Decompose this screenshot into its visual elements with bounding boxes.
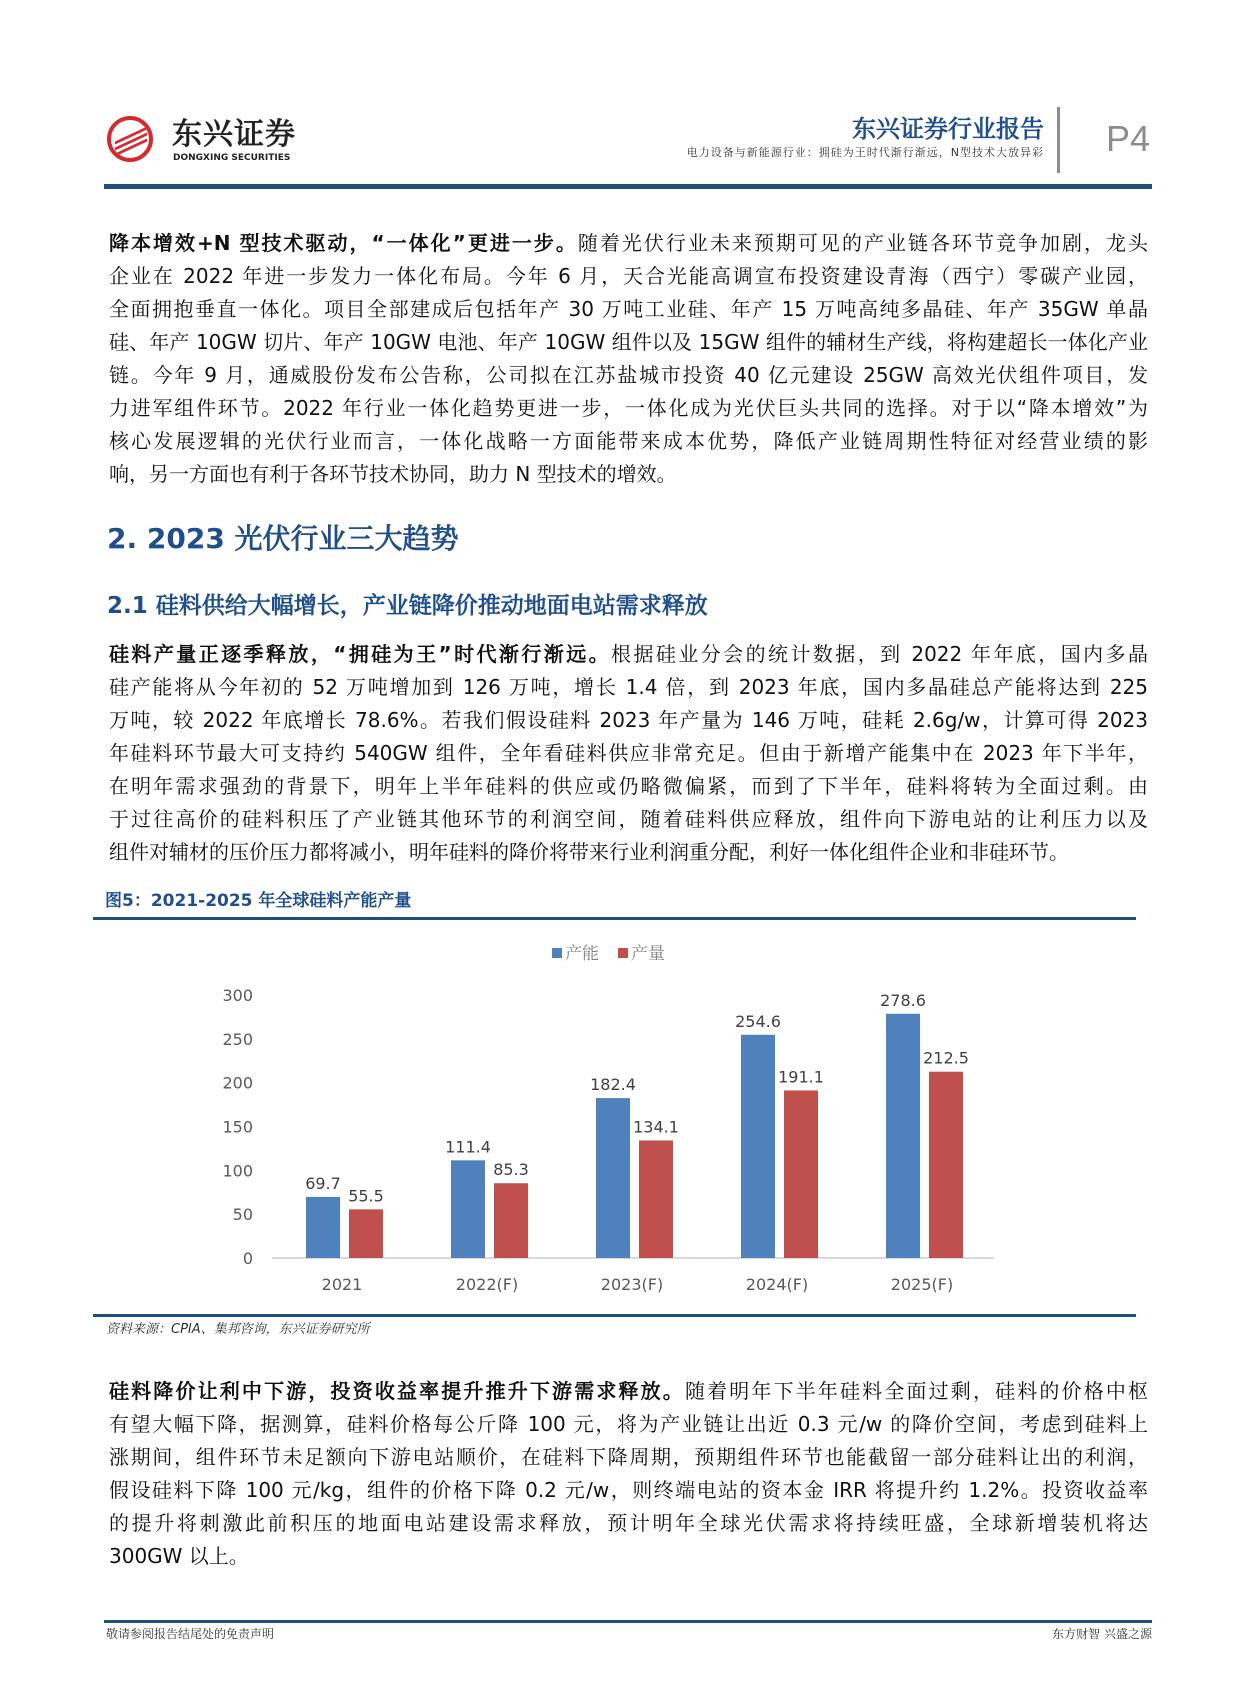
line-text: 的提升将刺激此前积压的地面电站建设需求释放，预计明年全球光伏需求将持续旺盛，全球新增装机将达 (109, 1511, 1148, 1535)
line-text: 硅产能将从今年初的 52 万吨增加到 126 万吨，增长 1.4 倍，到 2023 年底，国内多晶硅总产能将达到 225 (109, 675, 1148, 699)
bar-output (494, 1183, 528, 1258)
text-line (109, 1441, 1148, 1474)
x-tick-label: 2023(F) (600, 1275, 664, 1294)
y-tick-label: 250 (222, 1029, 253, 1049)
bar-capacity (741, 1035, 775, 1258)
report-subtitle: 电力设备与新能源行业：拥硅为王时代渐行渐远，N型技术大放异彩 (686, 146, 1044, 159)
bold-lead: 降本增效+N 型技术驱动，“一体化”更进一步。 (109, 231, 578, 255)
y-tick-label: 150 (222, 1117, 253, 1137)
text-line (109, 1540, 1148, 1573)
data-label: 69.7 (305, 1173, 341, 1193)
bar-output (349, 1209, 383, 1258)
bold-lead: 硅料降价让利中下游，投资收益率提升推升下游需求释放。 (109, 1379, 685, 1403)
x-tick-label: 2024(F) (745, 1275, 809, 1294)
y-tick-label: 200 (222, 1073, 253, 1093)
line-text: 全面拥抱垂直一体化。项目全部建成后包括年产 30 万吨工业硅、年产 15 万吨高纯多晶硅、年产 35GW 单晶 (109, 297, 1148, 321)
bar-capacity (451, 1160, 485, 1258)
legend-label: 产量 (631, 944, 665, 964)
line-text: 组件对辅材的压价压力都将减小，明年硅料的降价将带来行业利润重分配，利好一体化组件企业和非硅环节。 (109, 840, 1069, 864)
page-number: P4 (1106, 118, 1151, 159)
report-title: 东兴证券行业报告 (852, 115, 1044, 143)
legend-label: 产能 (565, 944, 599, 964)
figure-source: 资料来源：CPIA、集邦咨询，东兴证券研究所 (106, 1322, 370, 1337)
bar-capacity (596, 1098, 630, 1258)
line-text: 核心发展逻辑的光伏行业而言，一体化战略一方面能带来成本优势，降低产业链周期性特征对经营业绩的影 (109, 429, 1148, 453)
text-line (109, 1507, 1148, 1540)
x-tick-label: 2022(F) (455, 1275, 519, 1294)
data-label: 85.3 (493, 1160, 529, 1180)
line-text: 万吨，较 2022 年底增长 78.6%。若我们假设硅料 2023 年产量为 146 万吨，硅耗 2.6g/w，计算可得 2023 (109, 708, 1148, 732)
paragraph-price-decline (109, 1375, 1148, 1573)
data-label: 182.4 (590, 1075, 636, 1095)
x-tick-label: 2021 (321, 1275, 363, 1294)
footer-slogan: 东方财智 兴盛之源 (1052, 1627, 1152, 1641)
line-text: 企业在 2022 年进一步发力一体化布局。今年 6 月，天合光能高调宣布投资建设青海（西宁）零碳产业园， (109, 264, 1148, 288)
line-text: 力进军组件环节。2022 年行业一体化趋势更进一步，一体化成为光伏巨头共同的选择。对于以“降本增效”为 (109, 396, 1148, 420)
data-label: 254.6 (735, 1011, 781, 1031)
text-line (109, 1375, 1148, 1408)
data-label: 278.6 (880, 990, 926, 1010)
line-text: 年硅料环节最大可支持约 540GW 组件，全年看硅料供应非常充足。但由于新增产能集中在 2023 年下半年， (109, 741, 1148, 765)
line-text: 有望大幅下降，据测算，硅料价格每公斤降 100 元，将为产业链让出近 0.3 元/w 的降价空间，考虑到硅料上 (109, 1412, 1148, 1436)
bar-output (639, 1140, 673, 1258)
footer-rule (104, 1620, 1152, 1623)
line-text: 在明年需求强劲的背景下，明年上半年硅料的供应或仍略微偏紧，而到了下半年，硅料将转为全面过剩。由 (109, 774, 1148, 798)
figure-title: 图5：2021-2025 年全球硅料产能产量 (105, 891, 412, 911)
line-text: 硅、年产 10GW 切片、年产 10GW 电池、年产 10GW 组件以及 15GW 组件的辅材生产线，将构建超长一体化产业 (109, 330, 1148, 354)
bar-output (784, 1090, 818, 1258)
section-heading: 2. 2023 光伏行业三大趋势 (107, 522, 459, 555)
line-text: 随着明年下半年硅料全面过剩，硅料的价格中枢 (684, 1379, 1149, 1403)
data-label: 134.1 (633, 1117, 679, 1137)
data-label: 55.5 (348, 1186, 384, 1206)
y-tick-label: 100 (222, 1161, 253, 1181)
bold-lead: 硅料产量正逐季释放，“拥硅为王”时代渐行渐远。 (109, 642, 612, 666)
line-text: 300GW 以上。 (109, 1544, 249, 1568)
line-text: 响，另一方面也有利于各环节技术协同，助力 N 型技术的增效。 (109, 462, 677, 486)
bar-output (929, 1072, 963, 1258)
text-line (109, 1474, 1148, 1507)
text-line (109, 1408, 1148, 1441)
footer-disclaimer: 敬请参阅报告结尾处的免责声明 (106, 1627, 275, 1641)
line-text: 随着光伏行业未来预期可见的产业链各环节竞争加剧，龙头 (577, 231, 1149, 255)
subsection-heading: 2.1 硅料供给大幅增长，产业链降价推动地面电站需求释放 (107, 593, 708, 619)
line-text: 假设硅料下降 100 元/kg，组件的价格下降 0.2 元/w，则终端电站的资本金 IRR 将提升约 1.2%。投资收益率 (109, 1478, 1148, 1502)
data-label: 191.1 (778, 1067, 824, 1087)
data-label: 111.4 (445, 1137, 491, 1157)
line-text: 根据硅业分会的统计数据，到 2022 年年底，国内多晶 (611, 642, 1148, 666)
logo-name-cn: 东兴证券 (172, 117, 296, 152)
y-tick-label: 50 (232, 1205, 253, 1225)
logo-name-en: DONGXING SECURITIES (173, 153, 291, 163)
bar-capacity (886, 1014, 920, 1258)
line-text: 于过往高价的硅料积压了产业链其他环节的利润空间，随着硅料供应释放，组件向下游电站的让利压力以及 (109, 807, 1148, 831)
bar-capacity (306, 1197, 340, 1258)
figure-bottom-rule (93, 1314, 1136, 1317)
line-text: 涨期间，组件环节未足额向下游电站顺价，在硅料下降周期，预期组件环节也能截留一部分硅料让出的利润， (109, 1445, 1148, 1469)
x-tick-label: 2025(F) (890, 1275, 954, 1294)
data-label: 212.5 (923, 1048, 969, 1068)
y-tick-label: 300 (222, 986, 253, 1005)
y-tick-label: 0 (242, 1249, 253, 1268)
line-text: 链。今年 9 月，通威股份发布公告称，公司拟在江苏盐城市投资 40 亿元建设 25GW 高效光伏组件项目，发 (109, 363, 1148, 387)
